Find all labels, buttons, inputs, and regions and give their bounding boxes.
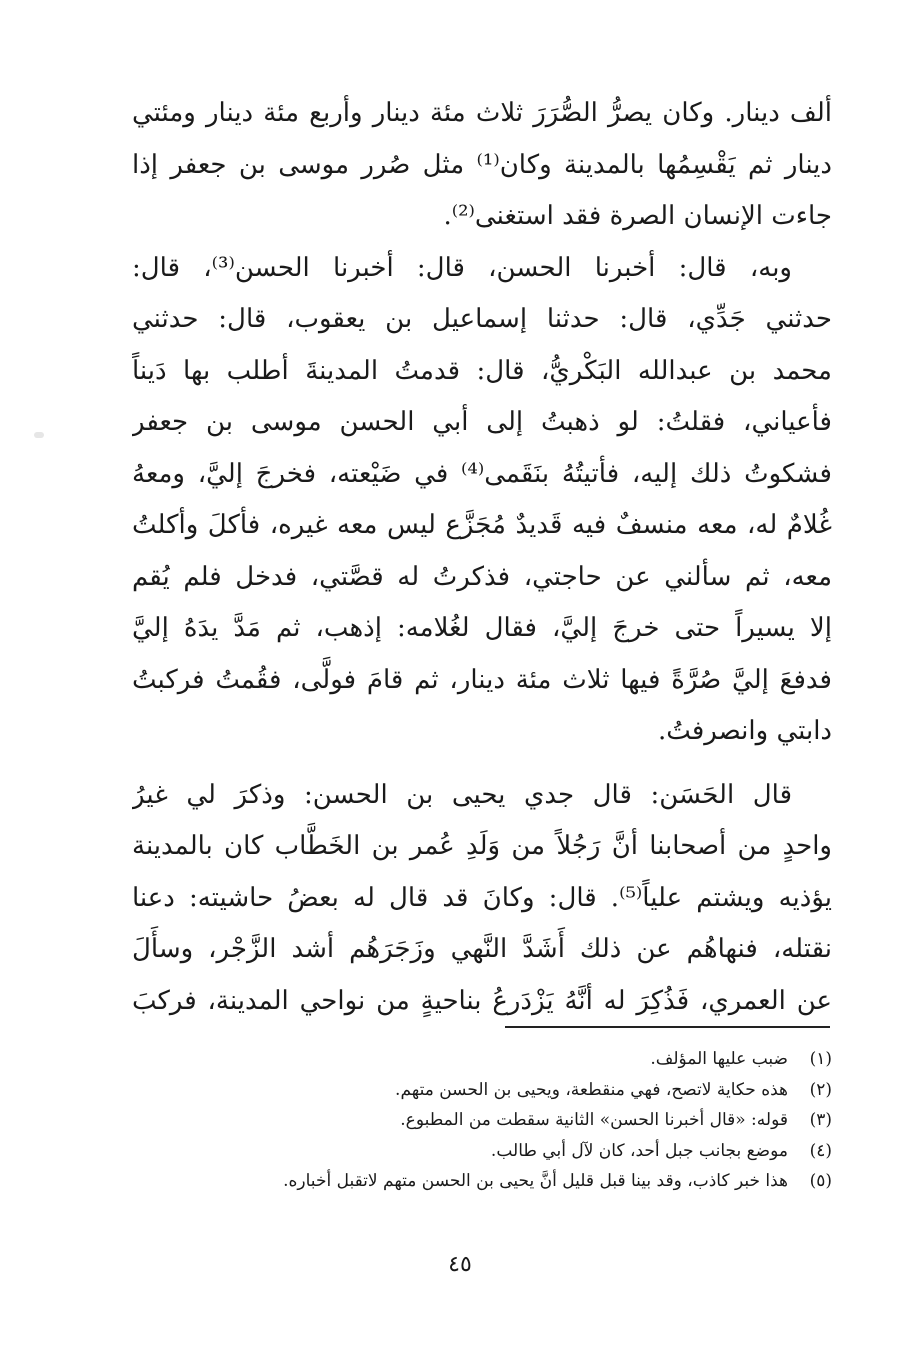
footnote-text: هذا خبر كاذب، وقد بينا قبل قليل أنَّ يحيى بن الحسن متهم لاتقبل أخباره. bbox=[283, 1171, 788, 1191]
text-line: جاءت الإنسان الصرة فقد استغنى⁽²⁾. bbox=[443, 201, 832, 231]
footnote-number: (١) bbox=[809, 1049, 832, 1069]
text-line: محمد بن عبدالله البَكْريُّ، قال: قدمتُ المدينةَ أطلب بها دَيناً bbox=[132, 355, 832, 386]
text-line: وبه، قال: أخبرنا الحسن، قال: أخبرنا الحسن⁽³⁾، قال: bbox=[132, 252, 792, 283]
text-line: غُلامٌ له، معه منسفٌ فيه قَديدٌ مُجَزَّع ليس معه غيره، فأكلَ وأكلتُ bbox=[132, 510, 832, 540]
text-line: إلا يسيراً حتى خرجَ إليَّ، فقال لغُلامه: إذهب، ثم مَدَّ يدَهُ إليَّ bbox=[132, 613, 832, 643]
footnote-text: هذه حكاية لاتصح، فهي منقطعة، ويحيى بن الحسن متهم. bbox=[395, 1079, 788, 1100]
footnote-item bbox=[140, 1075, 832, 1106]
footnote-item bbox=[140, 1136, 832, 1167]
footnotes-block bbox=[140, 1044, 832, 1197]
scan-speck bbox=[34, 432, 44, 438]
text-line: فدفعَ إليَّ صُرَّةً فيها ثلاث مئة دينار، ثم قامَ فولَّى، فقُمتُ فركبتُ bbox=[132, 664, 832, 695]
text-line: دينار ثم يَقْسِمُها بالمدينة وكان⁽¹⁾ مثل صُرر موسى بن جعفر إذا bbox=[132, 149, 832, 180]
text-line: يؤذيه ويشتم علياً⁽⁵⁾. قال: وكانَ قد قال له بعضُ حاشيته: دعنا bbox=[132, 882, 832, 913]
footnote-divider bbox=[505, 1026, 830, 1028]
text-line: فأعياني، فقلتُ: لو ذهبتُ إلى أبي الحسن موسى بن جعفر bbox=[132, 407, 832, 437]
text-line: قال الحَسَن: قال جدي يحيى بن الحسن: وذكرَ لي غيرُ bbox=[132, 779, 792, 810]
footnote-text: ضبب عليها المؤلف. bbox=[650, 1049, 788, 1069]
page-number: ٤٥ bbox=[448, 1252, 472, 1277]
footnote-item bbox=[140, 1105, 832, 1136]
text-line: حدثني جَدِّي، قال: حدثنا إسماعيل بن يعقوب، قال: حدثني bbox=[132, 304, 832, 334]
text-line: نقتله، فنهاهُم عن ذلك أَشَدَّ النَّهي وزَجَرَهُم أشد الزَّجْر، وسأَلَ bbox=[132, 934, 832, 964]
footnote-item bbox=[140, 1044, 832, 1075]
text-line: ألف دينار. وكان يصرُّ الصُّرَرَ ثلاث مئة دينار وأربع مئة دينار ومئتي bbox=[132, 98, 832, 128]
text-line: فشكوتُ ذلك إليه، فأتيتُهُ بنَقَمى⁽⁴⁾ في ضَيْعته، فخرجَ إليَّ، ومعهُ bbox=[132, 458, 832, 489]
text-line: دابتي وانصرفتُ. bbox=[658, 716, 832, 746]
text-line: واحدٍ من أصحابنا أنَّ رَجُلاً من وَلَدِ عُمر بن الخَطَّاب كان بالمدينة bbox=[132, 831, 832, 861]
footnote-number: (٢) bbox=[809, 1079, 832, 1100]
footnote-number: (٤) bbox=[809, 1140, 832, 1161]
footnote-text: موضع بجانب جبل أحد، كان لآل أبي طالب. bbox=[490, 1140, 788, 1161]
footnote-item bbox=[140, 1166, 832, 1197]
paragraph-gap bbox=[132, 758, 832, 770]
footnote-text: قوله: «قال أخبرنا الحسن» الثانية سقطت من المطبوع. bbox=[400, 1110, 788, 1130]
footnote-number: (٣) bbox=[809, 1110, 832, 1130]
text-line: عن العمري، فَذُكِرَ له أنَّهُ يَزْدَرعُ بناحيةٍ من نواحي المدينة، فركبَ bbox=[132, 985, 832, 1016]
footnote-number: (٥) bbox=[809, 1171, 832, 1191]
text-line: معه، ثم سألني عن حاجتي، فذكرتُ له قصَّتي، فدخل فلم يُقم bbox=[132, 561, 832, 592]
main-text-block bbox=[132, 88, 832, 1027]
